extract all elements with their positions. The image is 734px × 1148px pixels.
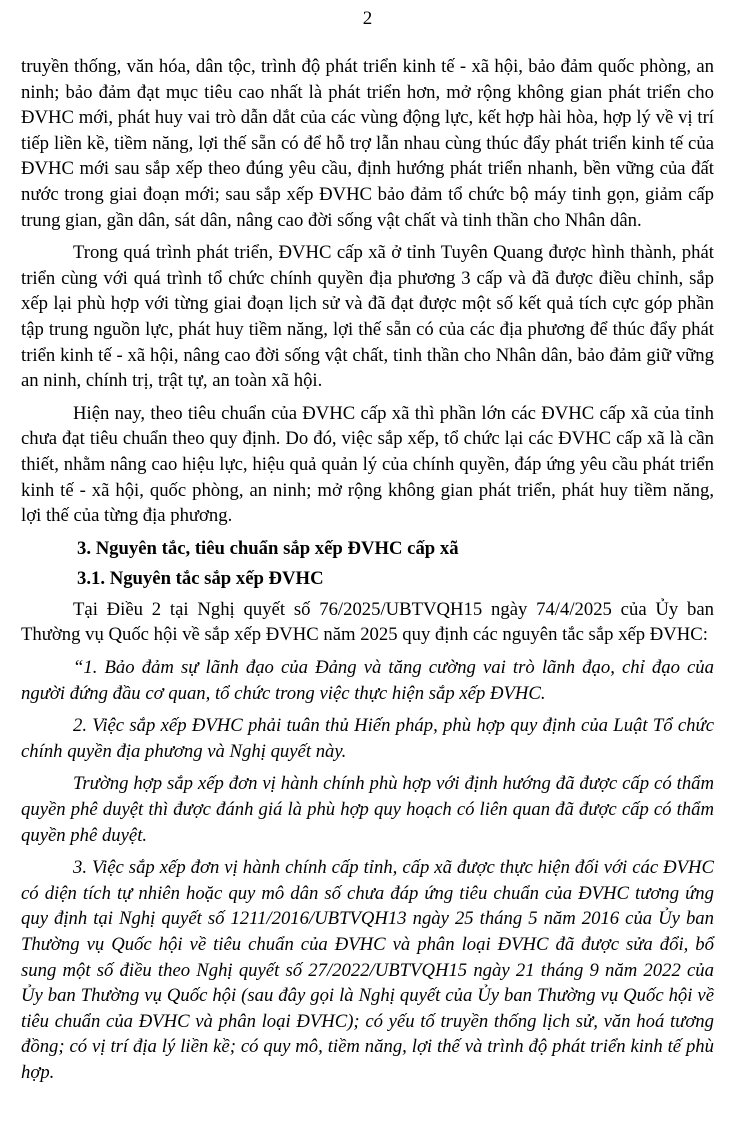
paragraph-continuation: truyền thống, văn hóa, dân tộc, trình độ phát triển kinh tế - xã hội, bảo đảm quốc phòng, an ninh; bảo đảm đạt mục tiêu cao nhất là phát triển hơn, mở rộng không gian phát triển cho ĐVHC mới, phát huy vai trò dẫn dắt của các vùng động lực, kết hợp hài hòa, hợp lý về vị trí tiếp liền kề, tiềm năng, lợi thế sẵn có để hỗ trợ lẫn nhau cùng thúc đẩy phát triển kinh tế của ĐVHC mới sau sắp xếp theo đúng yêu cầu, định hướng phát triển nhanh, bền vững của đất nước trong giai đoạn mới; sau sắp xếp ĐVHC bảo đảm tổ chức bộ máy tinh gọn, giảm cấp trung gian, gần dân, sát dân, nâng cao đời sống vật chất và tinh thần cho Nhân dân. <box>21 56 714 231</box>
paragraph-current-status: Hiện nay, theo tiêu chuẩn của ĐVHC cấp xã thì phần lớn các ĐVHC cấp xã của tỉnh chưa đạt tiêu chuẩn theo quy định. Do đó, việc sắp xếp, tổ chức lại các ĐVHC cấp xã là cần thiết, nhằm nâng cao hiệu lực, hiệu quả quản lý của chính quyền, đáp ứng yêu cầu phát triển kinh tế - xã hội, quốc phòng, an ninh; mở rộng không gian phát triển, phát huy tiềm năng, lợi thế của từng địa phương. <box>21 402 714 527</box>
section-heading-3-1: 3.1. Nguyên tắc sắp xếp ĐVHC <box>77 568 324 590</box>
quote-principle-2-note: Trường hợp sắp xếp đơn vị hành chính phù hợp với định hướng đã được cấp có thẩm quyền phê duyệt thì được đánh giá là phù hợp quy hoạch có liên quan đã được cấp có thẩm quyền phê duyệt. <box>21 773 714 846</box>
page-number: 2 <box>362 8 373 29</box>
quote-principle-3: 3. Việc sắp xếp đơn vị hành chính cấp tỉnh, cấp xã được thực hiện đối với các ĐVHC có diện tích tự nhiên hoặc quy mô dân số chưa đáp ứng tiêu chuẩn của ĐVHC tương ứng quy định tại Nghị quyết số 1211/2016/UBTVQH13 ngày 25 tháng 5 năm 2016 của Ủy ban Thường vụ Quốc hội về tiêu chuẩn của ĐVHC và phân loại ĐVHC đã được sửa đổi, bổ sung một số điều theo Nghị quyết số 27/2022/UBTVQH15 ngày 21 tháng 9 năm 2022 của Ủy ban Thường vụ Quốc hội (sau đây gọi là Nghị quyết của Ủy ban Thường vụ Quốc hội về tiêu chuẩn của ĐVHC và phân loại ĐVHC); có yếu tố truyền thống lịch sử, văn hoá tương đồng; có vị trí địa lý liền kề; có quy mô, tiềm năng, lợi thế và trình độ phát triển kinh tế phù hợp. <box>21 857 714 1083</box>
quote-principle-1: “1. Bảo đảm sự lãnh đạo của Đảng và tăng cường vai trò lãnh đạo, chỉ đạo của người đứng đầu cơ quan, tổ chức trong việc thực hiện sắp xếp ĐVHC. <box>21 657 714 704</box>
paragraph-legal-basis: Tại Điều 2 tại Nghị quyết số 76/2025/UBTVQH15 ngày 74/4/2025 của Ủy ban Thường vụ Quốc hội về sắp xếp ĐVHC năm 2025 quy định các nguyên tắc sắp xếp ĐVHC: <box>21 598 714 646</box>
paragraph-development-history: Trong quá trình phát triển, ĐVHC cấp xã ở tỉnh Tuyên Quang được hình thành, phát triển cùng với quá trình tổ chức chính quyền địa phương 3 cấp và đã được điều chỉnh, sắp xếp lại phù hợp với từng giai đoạn lịch sử và đã đạt được một số kết quả tích cực góp phần tập trung nguồn lực, phát huy tiềm năng, lợi thế sẵn có của các địa phương để thúc đẩy phát triển kinh tế - xã hội, nâng cao đời sống vật chất, tinh thần cho Nhân dân, bảo đảm giữ vững an ninh, chính trị, trật tự, an toàn xã hội. <box>21 242 714 392</box>
section-heading-3: 3. Nguyên tắc, tiêu chuẩn sắp xếp ĐVHC cấp xã <box>77 537 459 559</box>
quote-principle-2: 2. Việc sắp xếp ĐVHC phải tuân thủ Hiến pháp, phù hợp quy định của Luật Tổ chức chính quyền địa phương và Nghị quyết này. <box>21 715 714 762</box>
